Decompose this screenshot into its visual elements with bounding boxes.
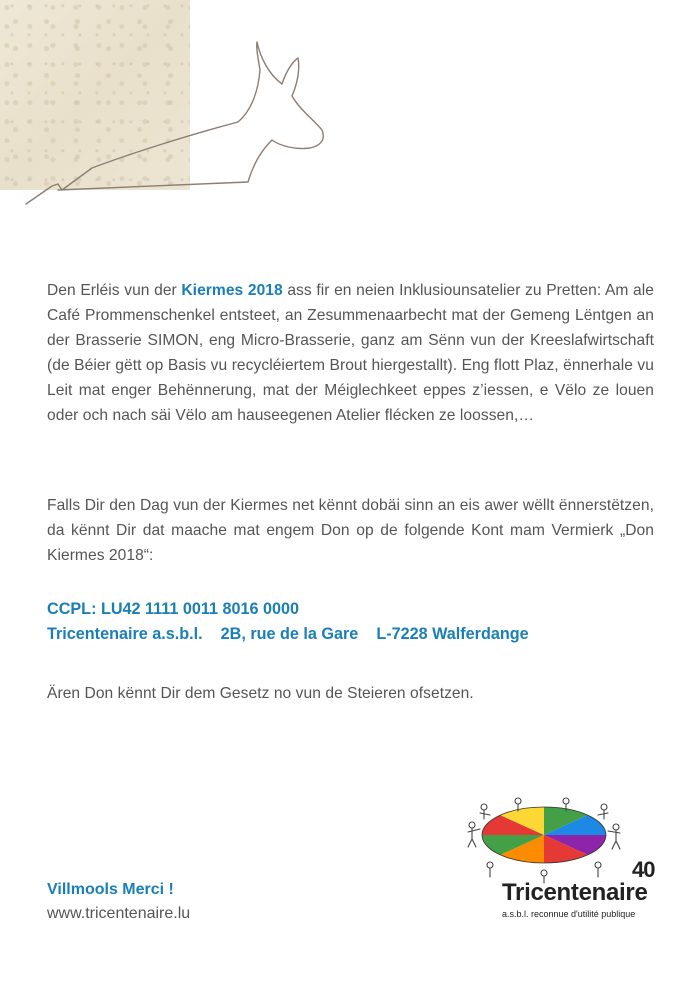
intro-paragraph: Den Erléis vun der Kiermes 2018 ass fir en neien Inklusiounsatelier zu Pretten: Am ale Café Prommenschenkel entsteet, an Zesummenaarbecht mat der Gemeng Lëntgen an der Brasserie SIMON, eng Micro-Brasserie, ganz am Sënn vun der Kreeslafwirtschaft (de Béier gëtt op Basis vu recycléiertem Brout hiergestallt). Eng flott Plaz, ënnerhale vu Leit mat enger Behënnerung, mat der Méiglechkeet eppes z’iessen, e Vëlo ze louen oder och nach säi Vëlo am hauseegenen Atelier flécken ze loossen,… <box>47 282 654 424</box>
kiermes-highlight: Kiermes 2018 <box>181 282 283 299</box>
thanks-text: Villmools Merci ! <box>47 881 174 898</box>
bank-account-line: CCPL: LU42 1111 0011 8016 0000 <box>47 600 299 618</box>
parachute-people-icon <box>458 795 658 885</box>
bank-street: 2B, rue de la Gare <box>220 625 359 643</box>
donkey-outline-illustration <box>0 0 360 210</box>
logo-name: Tricentenaire <box>502 879 648 906</box>
website-link[interactable]: www.tricentenaire.lu <box>47 905 191 922</box>
bank-address-line <box>47 622 529 647</box>
bank-city: L-7228 Walferdange <box>376 625 529 643</box>
tax-note: Ären Don kënnt Dir dem Gesetz no vun de Steieren ofsetzen. <box>47 685 474 702</box>
donation-paragraph: Falls Dir den Dag vun der Kiermes net kënnt dobäi sinn an eis awer wëllt ënnerstëtzen, da kënnt Dir dat maache mat engem Don op de folgende Kont mam Vermierk „Don Kiermes 2018“: <box>47 497 654 564</box>
bank-details <box>47 597 529 647</box>
logo-tagline: a.s.b.l. reconnue d'utilité publique <box>502 909 636 919</box>
logo-anniversary-number: 40 <box>632 857 655 882</box>
tricentenaire-logo <box>458 795 658 935</box>
bank-org: Tricentenaire a.s.b.l. <box>47 625 203 643</box>
